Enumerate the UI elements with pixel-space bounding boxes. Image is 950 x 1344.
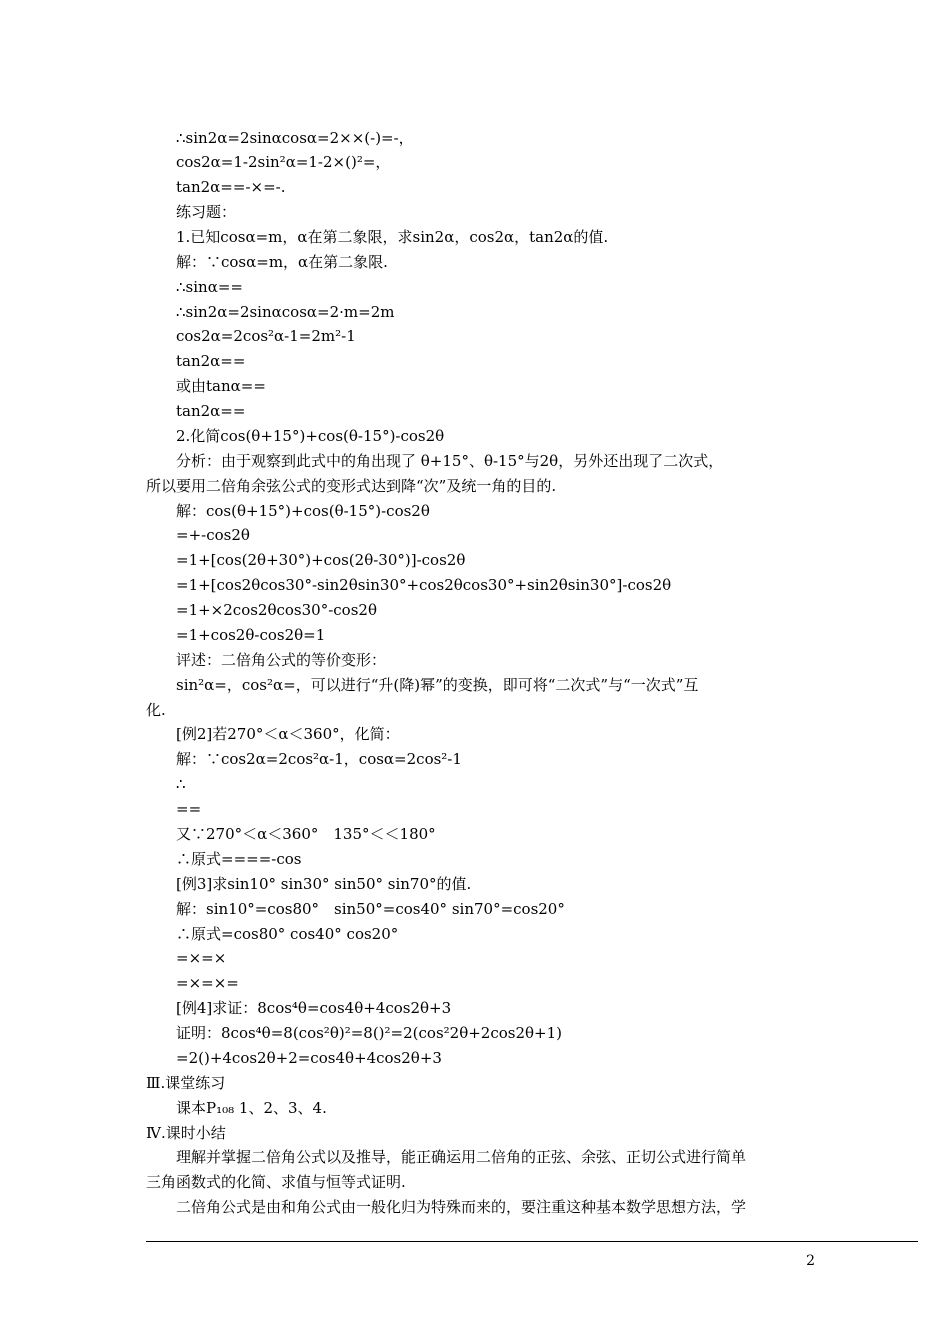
text-line: cos2α=2cos²α-1=2m²-1 <box>176 327 356 345</box>
text-line: 分析：由于观察到此式中的角出现了 θ+15°、θ-15°与2θ，另外还出现了二次式， <box>176 452 724 470</box>
text-line: sin²α=，cos²α=，可以进行“升(降)幂”的变换，即可将“二次式”与“一次式”互 <box>176 676 699 694</box>
text-line: =+-cos2θ <box>176 526 250 544</box>
text-line: ∴sinα== <box>176 278 243 296</box>
section-heading: Ⅲ.课堂练习 <box>146 1074 226 1092</box>
text-line: tan2α== <box>176 352 246 370</box>
section-label: 练习题： <box>176 203 237 221</box>
text-line: 三角函数式的化简、求值与恒等式证明. <box>146 1173 406 1191</box>
footer-rule <box>146 1241 918 1242</box>
text-line: [例4]求证：8cos⁴θ=cos4θ+4cos2θ+3 <box>176 999 452 1017</box>
text-line: =1+[cos(2θ+30°)+cos(2θ-30°)]-cos2θ <box>176 551 466 569</box>
text-line: 理解并掌握二倍角公式以及推导，能正确运用二倍角的正弦、余弦、正切公式进行简单 <box>176 1148 747 1166</box>
text-line: 或由tanα== <box>176 377 266 395</box>
text-line: 解：∵cos2α=2cos²α-1，cosα=2cos²-1 <box>176 750 462 768</box>
text-line: =×=× <box>176 949 227 967</box>
text-line: 二倍角公式是由和角公式由一般化归为特殊而来的，要注重这种基本数学思想方法，学 <box>176 1198 747 1216</box>
text-line: 证明：8cos⁴θ=8(cos²θ)²=8()²=2(cos²2θ+2cos2θ+1) <box>176 1024 563 1042</box>
text-line: 1.已知cosα=m，α在第二象限，求sin2α，cos2α，tan2α的值. <box>176 228 609 246</box>
text-line: tan2α== <box>176 402 246 420</box>
text-line: ∴原式====-cos <box>176 850 302 868</box>
text-line: 2.化简cos(θ+15°)+cos(θ-15°)-cos2θ <box>176 427 445 445</box>
text-line: ∴sin2α=2sinαcosα=2××(-)=-， <box>176 129 414 147</box>
text-line: cos2α=1-2sin²α=1-2×()²=， <box>176 153 391 171</box>
text-line: ∴ <box>176 775 186 793</box>
text-line: 解：∵cosα=m，α在第二象限. <box>176 253 388 271</box>
text-line: 化. <box>146 701 166 719</box>
text-line: [例2]若270°＜α＜360°，化简： <box>176 725 400 743</box>
text-line: 课本P₁₀₈ 1、2、3、4. <box>176 1099 327 1117</box>
text-line: =2()+4cos2θ+2=cos4θ+4cos2θ+3 <box>176 1049 442 1067</box>
text-line: =1+cos2θ-cos2θ=1 <box>176 626 326 644</box>
text-line: 所以要用二倍角余弦公式的变形式达到降“次”及统一角的目的. <box>146 477 557 495</box>
text-line: ∴原式=cos80° cos40° cos20° <box>176 925 399 943</box>
text-line: ∴sin2α=2sinαcosα=2·m=2m <box>176 303 395 321</box>
page-number: 2 <box>806 1253 815 1269</box>
text-line: =1+×2cos2θcos30°-cos2θ <box>176 601 377 619</box>
text-line: 解：sin10°=cos80° sin50°=cos40° sin70°=cos20° <box>176 900 565 918</box>
section-heading: Ⅳ.课时小结 <box>146 1124 226 1142</box>
text-line: =×=×= <box>176 974 239 992</box>
text-line: =1+[cos2θcos30°-sin2θsin30°+cos2θcos30°+sin2θsin30°]-cos2θ <box>176 576 672 594</box>
text-line: [例3]求sin10° sin30° sin50° sin70°的值. <box>176 875 472 893</box>
text-line: 解：cos(θ+15°)+cos(θ-15°)-cos2θ <box>176 502 430 520</box>
text-line: tan2α==-×=-. <box>176 178 286 196</box>
text-line: 又∵270°＜α＜360° 135°＜＜180° <box>176 825 436 843</box>
text-line: 评述：二倍角公式的等价变形： <box>176 651 387 669</box>
text-line: == <box>176 800 202 818</box>
